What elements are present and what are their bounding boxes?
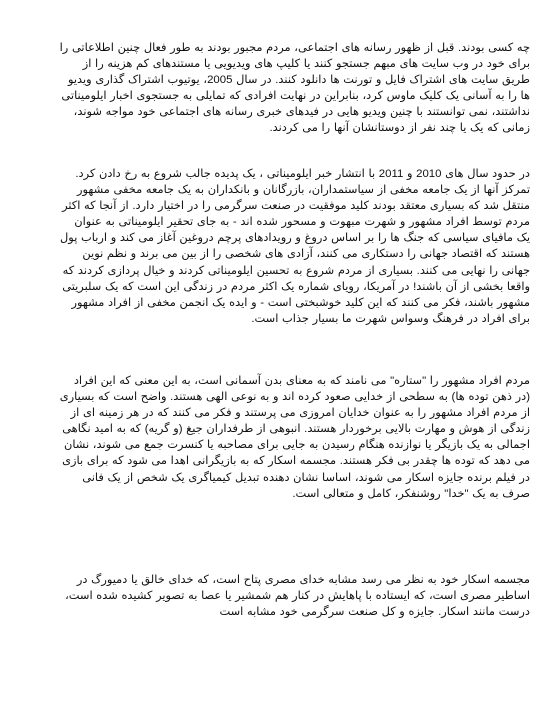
paragraph-3: مردم افراد مشهور را "ستاره" می نامند که به معنای بدن آسمانی است، به این معنی که این افراد (در ذهن توده ها) به سطحی از خدایی صعود کرده اند و به نوعی الهی هستند. واضح است که بسیاری از مردم افراد مشهور را به عنوان خدایان امروزی می پرستند و فکر می کنند که در هر زمینه ای از زندگی از هوش و مهارت بالایی برخوردار هستند. انبوهی از طرفداران جیغ (و گریه) که به امید نگاهی اجمالی به یک بازیگر یا نوازنده هنگام رسیدن به جایی برای مصاحبه یا کنسرت جمع می شوند، نشان می دهد که توده ها چقدر بی فکر هستند. مجسمه اسکار که به بازیگرانی اهدا می شود که برای بازی در فیلم برنده جایزه اسکار می شوند، اساسا نشان دهنده تبدیل کیمیاگری یک شخص از یک فانی صرف به یک "خدا" روشنفکر، کامل و متعالی است. [59,375,530,500]
paragraph-2: در حدود سال های 2010 و 2011 با انتشار خبر ایلومیناتی ، یک پدیده جالب شروع به رخ دادن کرد. تمرکز آنها از یک جامعه مخفی از سیاستمداران، بازرگانان و بانکداران به یک جامعه مخفی مشهور منتقل شد که بسیاری معتقد بودند کلید موفقیت در صنعت سرگرمی را در اختیار دارد. از آنجا که اکثر مردم توسط افراد مشهور و شهرت مبهوت و مسحور شده اند - به جای تحقیر ایلومیناتی به عنوان یک مافیای سیاسی که جنگ ها را بر اساس دروغ و رویدادهای پرچم دروغین آغاز می کند و ارباب پول هستند که اقتصاد جهانی را دستکاری می کنند، آزادی های شخصی را از بین می برند و نظم نوین جهانی را نهایی می کنند. بسیاری از مردم شروع به تحسین ایلومیناتی کردند و خیال پردازی کردند که واقعا بخشی از آن باشند! در آمریکا، رویای شماره یک اکثر مردم در زندگی این است که یک سلبریتی مشهور باشند، فکر می کنند که این کلید خوشبختی است - و ایده یک انجمن مخفی از افراد مشهور برای افراد در فرهنگ وسواس شهرت ما بسیار جذاب است. [60,168,530,325]
paragraph-4: مجسمه اسکار خود به نظر می رسد مشابه خدای مصری پتاح است، که خدای خالق یا دمیورگ در اساطیر مصری است، که ایستاده با پاهایش در کنار هم شمشیر یا عصا به تصویر کشیده شده است، درست مانند اسکار. جایزه و کل صنعت سرگرمی خود مشابه است [65,574,530,619]
paragraph-1: چه کسی بودند. قبل از ظهور رسانه های اجتماعی، مردم مجبور بودند به طور فعال چنین اطلاعاتی را برای خود در وب سایت های مبهم جستجو کنند یا کلیپ های ویدیویی یا مستندهای کم هزینه را از طریق سایت های اشتراک فایل و تورنت ها دانلود کنند. در سال 2005، یوتیوب اشتراک گذاری ویدیو ها را به آسانی یک کلیک ماوس کرد، بنابراین در نهایت افرادی که تمایلی به جستجوی اخبار ایلومیناتی نداشتند، نمی توانستند با چنین ویدیو هایی در فیدهای خبری رسانه های اجتماعی خود مواجه شوند، زمانی که یک یا چند نفر از دوستانشان آنها را می کردند. [59,42,530,135]
